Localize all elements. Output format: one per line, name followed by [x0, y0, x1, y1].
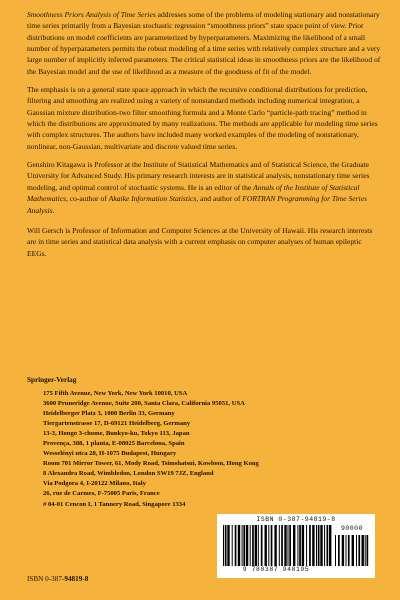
address-line: 3600 Pruneridge Avenue, Suite 200, Santa Clara, California 95051, USA: [43, 400, 245, 408]
barcode-bar: [367, 535, 369, 566]
barcode-bar: [261, 525, 263, 566]
bio-text: Genshiro Kitagawa is Professor at the Institute of Statistical Mathematics and of Statistical Science, the Graduate University for Advanced Study. His primary research interests are in statistical analysis, nonstationary time series modeling, and optimal control of stochastic systems. He is an editor of the: [27, 160, 370, 192]
barcode-bar: [338, 535, 340, 566]
barcode-bar: [235, 525, 237, 566]
intro-text: addresses some of the problems of modeling stationary and nonstationary time series primarily from a Bayesian stochastic regression “smoothness priors” state space point of view. Prior distributions on model coefficients are parameterized by hyperparameters. Maximizing the likelihood of a small number of hyperparameters permits the robust modeling of a time series with relatively complex structure and a very large number of implicitly inferred parameters. The critical statistical ideas in smoothness priors are the likelihood of the Bayesian model and the use of likelihood as a measure of the goodness of fit of the model.: [27, 10, 381, 76]
barcode-bar: [365, 535, 366, 566]
isbn-prefix: ISBN 0-387-: [27, 575, 65, 583]
barcode-bar: [318, 525, 320, 566]
barcode-bar: [352, 535, 354, 566]
barcode-bar: [356, 535, 357, 566]
barcode-bar: [271, 525, 273, 566]
barcode-bar: [348, 535, 350, 566]
author-bio-gersch: Will Gersch is Professor of Information and Computer Sciences at the University of Hawaii. His research interests are in time series and statistical data analysis with a current emphasis on computer analyses of human epileptic EEGs.: [27, 225, 373, 258]
barcode-bar: [258, 525, 259, 566]
barcode-panel: [217, 514, 375, 578]
barcode-bar: [268, 525, 269, 566]
address-line: # 04-01 Cencon I, 1 Tannery Road, Singapore 1334: [43, 500, 186, 508]
publisher-name: Springer-Verlag: [27, 376, 77, 384]
barcode-bar: [358, 535, 360, 566]
barcode-bar: [306, 525, 307, 566]
barcode-bar: [302, 525, 304, 566]
address-line: 175 Fifth Avenue, New York, New York 10010, USA: [43, 390, 188, 397]
barcode-bar: [281, 525, 283, 566]
barcode-bar: [274, 525, 276, 566]
barcode-bar: [252, 525, 254, 566]
price-addon-barcode: [335, 535, 369, 566]
price-addon-digits: 90000: [340, 525, 363, 532]
barcode-bar: [309, 525, 311, 566]
barcode-bar: [255, 525, 257, 566]
barcode-bar: [250, 525, 251, 566]
barcode-isbn-text: ISBN 0-387-94819-8: [256, 516, 336, 523]
barcode-bar: [227, 525, 229, 566]
barcode-bar: [320, 525, 322, 566]
address-line: 26, rue de Carmes, F-75005 Paris, France: [43, 490, 160, 498]
address-line: 13-3, Hongo 3-chome, Bunkyo-ku, Tokyo 113, Japan: [43, 430, 190, 438]
address-line: Via Podgora 4, I-20122 Milano, Italy: [43, 480, 146, 488]
address-line: Wesselényi utca 28, H-1075 Budapest, Hungary: [43, 450, 177, 458]
barcode-bar: [284, 525, 286, 566]
address-line: Room 701 Mirror Tower, 61, Mody Road, Tsimshatsui, Kowloon, Hong Kong: [43, 460, 259, 468]
barcode-bar: [279, 525, 280, 566]
barcode-bar: [297, 525, 298, 566]
address-line: Heidelberger Platz 3, 1000 Berlin 33, Germany: [43, 410, 175, 418]
barcode-bar: [299, 525, 301, 566]
barcode-bar: [232, 525, 233, 566]
address-line: 8 Alexandra Road, Wimbledon, London SW19 7JZ, England: [43, 470, 214, 478]
bio-text: , co-author of: [65, 194, 109, 204]
barcode-bar: [265, 525, 267, 566]
address-line: Tiergartenstrasse 17, D-69121 Heidelberg, Germany: [43, 420, 191, 428]
journal-title: Annals of the Institute of Statistical Mathematics: [27, 182, 360, 204]
barcode-bar: [329, 525, 331, 566]
cover-blurb: [27, 9, 383, 259]
barcode-bar: [223, 525, 224, 566]
barcode-bar: [312, 525, 314, 566]
author-bio-kitagawa: [27, 159, 383, 216]
barcode-bar: [225, 525, 227, 566]
barcode-bar: [316, 525, 317, 566]
publisher-addresses: [43, 389, 388, 510]
barcode-bar: [293, 525, 295, 566]
barcode-bar: [289, 525, 291, 566]
book-reference: FORTRAN Programming for Time Series Analysis: [27, 194, 367, 215]
barcode-bar: [327, 525, 329, 566]
barcode-bar: [335, 535, 336, 566]
bio-text: , and author of: [196, 194, 243, 204]
barcode-bar: [346, 535, 347, 566]
barcode-bar: [362, 535, 364, 566]
barcode-bar: [324, 525, 325, 566]
barcode-bar: [243, 525, 245, 566]
barcode-bar: [342, 535, 344, 566]
barcode-bar: [288, 525, 289, 566]
bio-text: .: [52, 205, 55, 215]
ean-digits: 9 780387 948195: [242, 566, 310, 573]
address-line: Provença, 388, 1 planta, E-08025 Barcelona, Spain: [43, 440, 185, 448]
blurb-paragraph-emphasis: The emphasis is on a general state space approach in which the recursive conditional distributions for prediction, filtering and smoothing are realized using a variety of nonstandard methods including numerical integration, a Gaussian mixture distribution-two filter smoothing formula and a Monte Carlo “particle-path tracing” method in which the distributions are approximated by many realizations. The methods are applicable for modeling time series with complex structures. The authors have included many worked examples of the modeling of nonstationary, nonlinear, non-Gaussian, multivariate and discrete valued time series.: [27, 85, 378, 151]
book-title: Smoothness Priors Analysis of Time Series: [27, 10, 156, 19]
book-reference: Akaike Information Statistics: [108, 194, 197, 204]
ean-barcode: [223, 525, 333, 566]
isbn-number: 94819-8: [64, 575, 89, 583]
barcode-bar: [246, 525, 248, 566]
blurb-paragraph-intro: [27, 9, 383, 77]
footer-isbn: [27, 575, 88, 583]
barcode-bar: [238, 525, 240, 566]
barcode-bar: [242, 525, 243, 566]
